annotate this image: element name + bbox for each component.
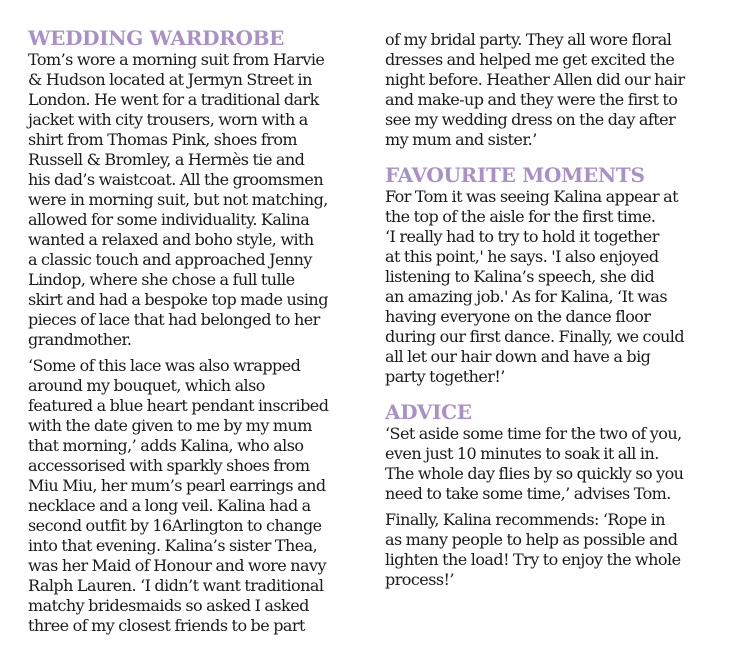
text-line: during our first dance. Finally, we could bbox=[385, 327, 685, 346]
text-line: with the date given to me by my mum bbox=[28, 416, 312, 435]
text-line: need to take some time,’ advises Tom. bbox=[385, 484, 671, 503]
text-line: Tom’s wore a morning suit from Harvie bbox=[28, 50, 325, 69]
section-heading-favourite-moments: FAVOURITE MOMENTS bbox=[385, 163, 645, 187]
text-line: a classic touch and approached Jenny bbox=[28, 250, 312, 269]
text-line: matchy bridesmaids so asked I asked bbox=[28, 596, 309, 615]
text-line: Miu Miu, her mum’s pearl earrings and bbox=[28, 476, 326, 495]
text-line: having everyone on the dance floor bbox=[385, 307, 651, 326]
text-line: pieces of lace that had belonged to her bbox=[28, 310, 320, 329]
favourite-moments-paragraph bbox=[385, 187, 730, 387]
text-line: listening to Kalina’s speech, she did bbox=[385, 267, 655, 286]
text-line: as many people to help as possible and bbox=[385, 530, 678, 549]
text-line: and make-up and they were the first to bbox=[385, 90, 678, 109]
text-line: three of my closest friends to be part bbox=[28, 616, 305, 635]
text-line: necklace and a long veil. Kalina had a bbox=[28, 496, 311, 515]
text-line: second outfit by 16Arlington to change bbox=[28, 516, 322, 535]
text-line: accessorised with sparkly shoes from bbox=[28, 456, 310, 475]
wardrobe-paragraph-1 bbox=[28, 50, 368, 350]
text-line: at this point,' he says. 'I also enjoyed bbox=[385, 247, 659, 266]
text-line: was her Maid of Honour and wore navy bbox=[28, 556, 326, 575]
text-line: around my bouquet, which also bbox=[28, 376, 265, 395]
text-line: an amazing job.' As for Kalina, ‘It was bbox=[385, 287, 668, 306]
text-line: For Tom it was seeing Kalina appear at bbox=[385, 187, 678, 206]
text-line: process!’ bbox=[385, 570, 454, 589]
text-line: & Hudson located at Jermyn Street in bbox=[28, 70, 312, 89]
text-line: allowed for some individuality. Kalina bbox=[28, 210, 310, 229]
text-line: skirt and had a bespoke top made using bbox=[28, 290, 328, 309]
text-line: that morning,’ adds Kalina, who also bbox=[28, 436, 304, 455]
text-line: his dad’s waistcoat. All the groomsmen bbox=[28, 170, 324, 189]
wardrobe-paragraph-2 bbox=[28, 356, 368, 636]
text-line: the top of the aisle for the first time. bbox=[385, 207, 656, 226]
text-line: Lindop, where she chose a full tulle bbox=[28, 270, 295, 289]
text-line: The whole day flies by so quickly so you bbox=[385, 464, 684, 483]
advice-paragraph-2 bbox=[385, 510, 730, 590]
text-line: dresses and helped me get excited the bbox=[385, 50, 675, 69]
text-line: night before. Heather Allen did our hair bbox=[385, 70, 685, 89]
section-heading-wedding-wardrobe: WEDDING WARDROBE bbox=[28, 26, 285, 50]
text-line: into that evening. Kalina’s sister Thea, bbox=[28, 536, 318, 555]
text-line: grandmother. bbox=[28, 330, 132, 349]
text-line: Russell & Bromley, a Hermès tie and bbox=[28, 150, 305, 169]
text-line: ‘Some of this lace was also wrapped bbox=[28, 356, 301, 375]
text-line: party together!’ bbox=[385, 367, 505, 386]
text-line: wanted a relaxed and boho style, with bbox=[28, 230, 314, 249]
text-line: London. He went for a traditional dark bbox=[28, 90, 319, 109]
right-column bbox=[385, 0, 730, 590]
wardrobe-continuation-paragraph bbox=[385, 30, 730, 150]
text-line: shirt from Thomas Pink, shoes from bbox=[28, 130, 298, 149]
text-line: were in morning suit, but not matching, bbox=[28, 190, 328, 209]
text-line: lighten the load! Try to enjoy the whole bbox=[385, 550, 681, 569]
text-line: ‘I really had to try to hold it together bbox=[385, 227, 659, 246]
text-line: featured a blue heart pendant inscribed bbox=[28, 396, 329, 415]
text-line: even just 10 minutes to soak it all in. bbox=[385, 444, 659, 463]
left-column bbox=[28, 0, 368, 636]
text-line: jacket with city trousers, worn with a bbox=[28, 110, 308, 129]
section-heading-advice: ADVICE bbox=[385, 400, 472, 424]
text-line: my mum and sister.’ bbox=[385, 130, 537, 149]
text-line: Finally, Kalina recommends: ‘Rope in bbox=[385, 510, 665, 529]
text-line: ‘Set aside some time for the two of you, bbox=[385, 424, 682, 443]
text-line: see my wedding dress on the day after bbox=[385, 110, 676, 129]
advice-paragraph-1 bbox=[385, 424, 730, 504]
text-line: Ralph Lauren. ‘I didn’t want traditional bbox=[28, 576, 324, 595]
text-line: of my bridal party. They all wore floral bbox=[385, 30, 672, 49]
text-line: all let our hair down and have a big bbox=[385, 347, 651, 366]
